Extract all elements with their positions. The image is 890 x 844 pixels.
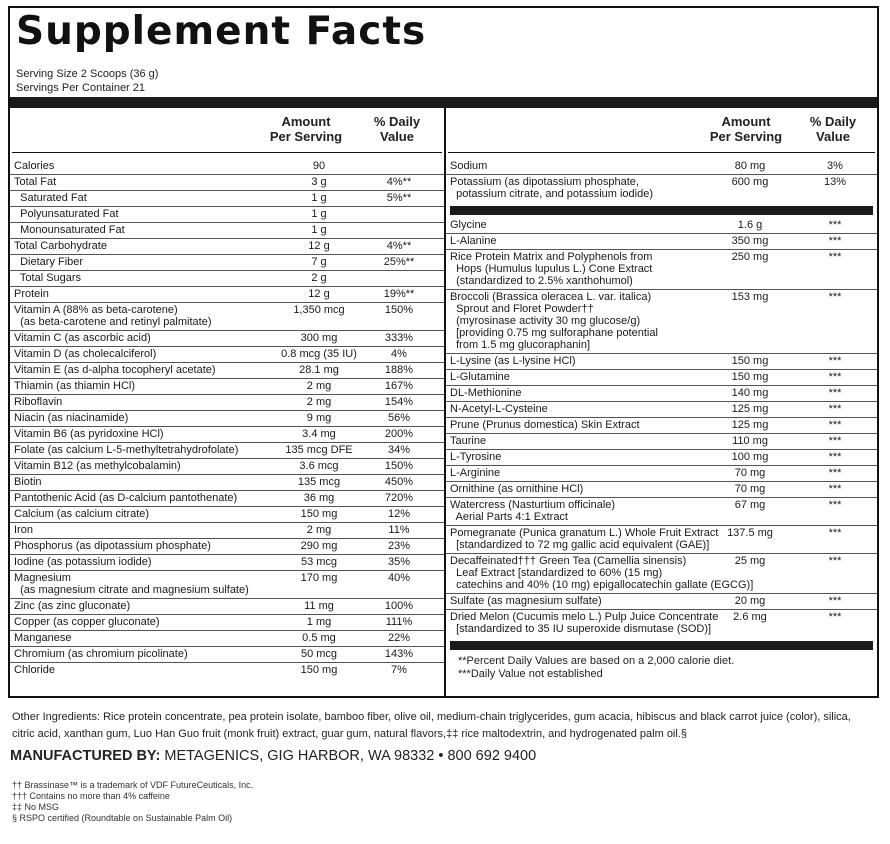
nutrient-name: Zinc (as zinc gluconate) — [14, 600, 131, 612]
header-rule-right — [448, 152, 875, 153]
nutrient-row — [14, 304, 440, 328]
nutrient-row — [450, 251, 873, 287]
nutrient-amount: 50 mcg — [300, 648, 338, 660]
other-ingredients: Other Ingredients: Rice protein concentrate, pea protein isolate, bamboo fiber, olive oil, medium-chain triglycerides, gum acacia, hibiscus and black carrot juice (color), silica, citric acid, xanthan gum, Luo Han Guo fruit (monk fruit) extract, guar gum, natural flavors,‡‡ rice maltodextrin, and hydrogenated palm oil.§ — [12, 711, 851, 740]
row-divider — [10, 206, 444, 207]
nutrient-amount: 3 g — [311, 176, 327, 188]
nutrient-row — [14, 412, 440, 424]
nutrient-amount: 290 mg — [300, 540, 338, 552]
nutrient-name: Saturated Fat — [14, 192, 87, 204]
nutrient-amount: 0.8 mcg (35 IU) — [281, 348, 357, 360]
nutrient-amount: 135 mcg — [297, 476, 341, 488]
nutrient-amount: 150 mg — [731, 371, 769, 383]
nutrient-name: Total Sugars — [14, 272, 82, 284]
row-divider — [446, 174, 877, 175]
nutrient-name: Watercress (Nasturtium officinale) Aerial Parts 4:1 Extract — [450, 499, 616, 523]
nutrient-name: Protein — [14, 288, 49, 300]
nutrient-row — [450, 435, 873, 447]
nutrient-row — [14, 396, 440, 408]
nutrient-row — [14, 380, 440, 392]
nutrient-row — [14, 444, 440, 456]
nutrient-row — [14, 476, 440, 488]
nutrient-row — [14, 192, 440, 204]
nutrient-daily-value: *** — [828, 555, 842, 567]
nutrient-name: Sulfate (as magnesium sulfate) — [450, 595, 602, 607]
nutrient-amount: 2 mg — [306, 524, 332, 536]
nutrient-name: Ornithine (as ornithine HCl) — [450, 483, 584, 495]
row-divider — [446, 433, 877, 434]
row-divider — [446, 369, 877, 370]
nutrient-name: Potassium (as dipotassium phosphate, potassium citrate, and potassium iodide) — [450, 176, 653, 200]
manufacturer-text: METAGENICS, GIG HARBOR, WA 98332 • 800 692 9400 — [160, 748, 537, 764]
supplement-facts-panel — [8, 6, 879, 698]
right-column — [446, 108, 877, 696]
row-divider — [10, 630, 444, 631]
nutrient-name: Magnesium (as magnesium citrate and magnesium sulfate) — [14, 572, 249, 596]
nutrient-daily-value: 25%** — [383, 256, 415, 268]
row-divider — [446, 401, 877, 402]
row-divider — [10, 506, 444, 507]
nutrient-daily-value: *** — [828, 611, 842, 623]
nutrient-name: N-Acetyl-L-Cysteine — [450, 403, 548, 415]
nutrient-name: Thiamin (as thiamin HCl) — [14, 380, 136, 392]
nutrient-row — [14, 240, 440, 252]
row-divider — [446, 593, 877, 594]
nutrient-amount: 36 mg — [303, 492, 335, 504]
nutrient-daily-value: *** — [828, 527, 842, 539]
nutrient-amount: 1.6 g — [737, 219, 763, 231]
nutrient-daily-value: 150% — [384, 304, 414, 316]
nutrient-name: Vitamin B6 (as pyridoxine HCl) — [14, 428, 164, 440]
nutrient-amount: 300 mg — [300, 332, 338, 344]
nutrient-daily-value: *** — [828, 595, 842, 607]
nutrient-row — [14, 256, 440, 268]
nutrient-daily-value: 450% — [384, 476, 414, 488]
nutrient-name: Phosphorus (as dipotassium phosphate) — [14, 540, 211, 552]
nutrient-name: Taurine — [450, 435, 487, 447]
nutrient-row — [14, 508, 440, 520]
nutrient-amount: 170 mg — [300, 572, 338, 584]
footnote: ††† Contains no more than 4% caffeine — [12, 791, 170, 801]
nutrient-row — [450, 160, 873, 172]
nutrient-daily-value: *** — [828, 219, 842, 231]
row-divider — [446, 553, 877, 554]
nutrient-daily-value: 40% — [387, 572, 411, 584]
nutrient-amount: 125 mg — [731, 403, 769, 415]
nutrient-name: Copper (as copper gluconate) — [14, 616, 160, 628]
nutrient-amount: 1 g — [311, 224, 327, 236]
nutrient-name: Pomegranate (Punica granatum L.) Whole Fruit Extract [standardized to 72 mg gallic acid equivalent (GAE)] — [450, 527, 719, 551]
nutrient-row — [450, 611, 873, 635]
nutrient-row — [450, 419, 873, 431]
nutrient-name: Vitamin B12 (as methylcobalamin) — [14, 460, 181, 472]
nutrient-name: Vitamin E (as d-alpha tocopheryl acetate) — [14, 364, 216, 376]
nutrient-row — [14, 556, 440, 568]
nutrient-amount: 2 mg — [306, 380, 332, 392]
nutrient-daily-value: 11% — [388, 524, 410, 536]
nutrient-amount: 2.6 mg — [733, 611, 767, 623]
nutrient-row — [450, 235, 873, 247]
serving-size: Serving Size 2 Scoops (36 g) — [16, 68, 159, 80]
nutrient-daily-value: 4%** — [386, 176, 412, 188]
nutrient-amount: 70 mg — [734, 467, 766, 479]
nutrient-daily-value: 200% — [384, 428, 414, 440]
nutrient-amount: 2 g — [311, 272, 327, 284]
nutrient-daily-value: 3% — [827, 160, 843, 172]
row-divider — [10, 614, 444, 615]
nutrient-row — [14, 272, 440, 284]
nutrient-row — [450, 291, 873, 351]
nutrient-daily-value: 154% — [384, 396, 414, 408]
nutrient-row — [450, 403, 873, 415]
nutrient-daily-value: 333% — [384, 332, 414, 344]
row-divider — [446, 289, 877, 290]
nutrient-daily-value: 23% — [387, 540, 411, 552]
row-divider — [10, 410, 444, 411]
nutrient-amount: 12 g — [308, 288, 330, 300]
nutrient-amount: 80 mg — [734, 160, 766, 172]
nutrient-daily-value: 111% — [385, 616, 413, 628]
nutrient-name: Vitamin A (88% as beta-carotene) (as beta-carotene and retinyl palmitate) — [14, 304, 212, 328]
nutrient-daily-value: 4% — [391, 348, 407, 360]
nutrient-row — [14, 176, 440, 188]
nutrient-amount: 11 mg — [304, 600, 334, 612]
nutrient-daily-value: 188% — [384, 364, 414, 376]
row-divider — [10, 538, 444, 539]
nutrient-amount: 1 g — [311, 208, 327, 220]
nutrient-row — [14, 460, 440, 472]
nutrient-amount: 1,350 mcg — [293, 304, 345, 316]
nutrient-name: Folate (as calcium L-5-methyltetrahydrofolate) — [14, 444, 239, 456]
nutrient-daily-value: *** — [828, 451, 842, 463]
nutrient-row — [450, 387, 873, 399]
nutrient-amount: 153 mg — [731, 291, 769, 303]
header-rule — [12, 152, 442, 153]
nutrient-amount: 53 mcg — [300, 556, 338, 568]
nutrient-amount: 135 mcg DFE — [285, 444, 353, 456]
nutrient-row — [450, 483, 873, 495]
nutrient-name: L-Lysine (as L-lysine HCl) — [450, 355, 576, 367]
nutrient-amount: 9 mg — [306, 412, 332, 424]
nutrient-amount: 3.4 mg — [302, 428, 336, 440]
nutrient-name: Total Fat — [14, 176, 57, 188]
nutrient-amount: 150 mg — [300, 508, 338, 520]
nutrient-name: Manganese — [14, 632, 72, 644]
row-divider — [10, 174, 444, 175]
nutrient-daily-value: 150% — [384, 460, 414, 472]
nutrient-name: Riboflavin — [14, 396, 63, 408]
nutrient-amount: 90 — [312, 160, 326, 172]
nutrient-daily-value: 7% — [391, 664, 407, 676]
nutrient-row — [14, 492, 440, 504]
nutrient-daily-value: 35% — [387, 556, 411, 568]
row-divider — [10, 378, 444, 379]
nutrient-daily-value: *** — [828, 435, 842, 447]
amount-header-right: Amount Per Serving — [709, 114, 783, 144]
nutrient-amount: 100 mg — [731, 451, 769, 463]
nutrient-daily-value: 5%** — [386, 192, 412, 204]
nutrient-name: Biotin — [14, 476, 42, 488]
nutrient-row — [14, 572, 440, 596]
thick-divider — [450, 206, 873, 215]
nutrient-daily-value: 4%** — [386, 240, 412, 252]
nutrient-name: Vitamin D (as cholecalciferol) — [14, 348, 157, 360]
nutrient-name: Decaffeinated††† Green Tea (Camellia sinensis) Leaf Extract [standardized to 60% (15 mg) catechins and 40% (10 mg) epigallocatechin gallate (EGCG)] — [450, 555, 754, 591]
nutrient-name: Dietary Fiber — [14, 256, 84, 268]
nutrient-name: Broccoli (Brassica oleracea L. var. italica) Sprout and Floret Powder†† (myrosinase activity 30 mg glucose/g) [providing 0.75 mg sulforaphane potential from 1.5 mg glucoraphanin] — [450, 291, 658, 351]
nutrient-name: DL-Methionine — [450, 387, 522, 399]
nutrient-name: Sodium — [450, 160, 488, 172]
row-divider — [10, 522, 444, 523]
nutrient-name: L-Arginine — [450, 467, 501, 479]
row-divider — [446, 385, 877, 386]
row-divider — [10, 270, 444, 271]
nutrient-row — [450, 467, 873, 479]
nutrient-name: Vitamin C (as ascorbic acid) — [14, 332, 151, 344]
nutrient-name: Total Carbohydrate — [14, 240, 107, 252]
nutrient-amount: 12 g — [308, 240, 330, 252]
nutrient-name: Polyunsaturated Fat — [14, 208, 119, 220]
nutrient-daily-value: 167% — [384, 380, 414, 392]
row-divider — [10, 302, 444, 303]
nutrient-daily-value: *** — [828, 235, 842, 247]
nutrient-amount: 1 mg — [306, 616, 332, 628]
nutrient-daily-value: *** — [828, 483, 842, 495]
nutrient-daily-value: 12% — [387, 508, 411, 520]
row-divider — [10, 598, 444, 599]
nutrient-amount: 600 mg — [731, 176, 769, 188]
nutrient-amount: 137.5 mg — [727, 527, 773, 539]
nutrient-row — [14, 332, 440, 344]
nutrient-row — [14, 428, 440, 440]
footnote: ‡‡ No MSG — [12, 802, 60, 812]
row-divider — [10, 346, 444, 347]
nutrient-row — [14, 600, 440, 612]
row-divider — [10, 442, 444, 443]
footnote: § RSPO certified (Roundtable on Sustainable Palm Oil) — [12, 813, 233, 823]
nutrient-name: Niacin (as niacinamide) — [14, 412, 129, 424]
row-divider — [10, 222, 444, 223]
nutrient-amount: 7 g — [311, 256, 327, 268]
nutrient-row — [14, 616, 440, 628]
nutrient-daily-value: 22% — [387, 632, 411, 644]
nutrient-row — [14, 160, 440, 172]
row-divider — [446, 481, 877, 482]
daily-value-footnote: **Percent Daily Values are based on a 2,000 calorie diet. — [458, 655, 735, 667]
nutrient-amount: 125 mg — [731, 419, 769, 431]
nutrient-row — [450, 499, 873, 523]
nutrient-name: L-Tyrosine — [450, 451, 502, 463]
row-divider — [10, 646, 444, 647]
nutrient-daily-value: *** — [828, 371, 842, 383]
row-divider — [10, 554, 444, 555]
nutrient-amount: 110 mg — [732, 435, 768, 447]
nutrient-name: Calcium (as calcium citrate) — [14, 508, 150, 520]
nutrient-row — [14, 208, 440, 220]
row-divider — [446, 233, 877, 234]
nutrient-daily-value: 34% — [387, 444, 411, 456]
nutrient-amount: 150 mg — [731, 355, 769, 367]
manufacturer-label: MANUFACTURED BY: — [10, 748, 161, 764]
nutrient-daily-value: 143% — [384, 648, 414, 660]
footnote: †† Brassinase™ is a trademark of VDF FutureCeuticals, Inc. — [12, 780, 254, 790]
row-divider — [446, 353, 877, 354]
nutrient-amount: 3.6 mcg — [299, 460, 339, 472]
nutrient-amount: 1 g — [311, 192, 327, 204]
nutrient-daily-value: 100% — [384, 600, 414, 612]
row-divider — [446, 449, 877, 450]
row-divider — [10, 474, 444, 475]
daily-value-header: % Daily Value — [373, 114, 421, 144]
nutrient-name: Pantothenic Acid (as D-calcium pantothenate) — [14, 492, 238, 504]
nutrient-name: Rice Protein Matrix and Polyphenols from Hops (Humulus lupulus L.) Cone Extract (standardized to 2.5% xanthohumol) — [450, 251, 653, 287]
nutrient-amount: 67 mg — [734, 499, 766, 511]
nutrient-name: L-Alanine — [450, 235, 497, 247]
nutrient-daily-value: *** — [828, 499, 842, 511]
nutrient-amount: 28.1 mg — [299, 364, 339, 376]
nutrient-amount: 70 mg — [734, 483, 766, 495]
row-divider — [10, 570, 444, 571]
thick-divider — [450, 641, 873, 650]
nutrient-daily-value: *** — [828, 467, 842, 479]
nutrient-row — [450, 219, 873, 231]
nutrient-amount: 140 mg — [731, 387, 769, 399]
nutrient-amount: 0.5 mg — [302, 632, 336, 644]
servings-per-container: Servings Per Container 21 — [16, 82, 146, 94]
nutrient-row — [450, 527, 873, 551]
nutrient-row — [14, 348, 440, 360]
row-divider — [10, 238, 444, 239]
nutrient-name: Iodine (as potassium iodide) — [14, 556, 152, 568]
nutrient-amount: 2 mg — [306, 396, 332, 408]
nutrient-row — [14, 540, 440, 552]
row-divider — [10, 458, 444, 459]
nutrient-row — [450, 371, 873, 383]
nutrient-row — [450, 595, 873, 607]
nutrient-amount: 150 mg — [300, 664, 338, 676]
nutrient-row — [14, 648, 440, 660]
nutrient-name: L-Glutamine — [450, 371, 510, 383]
thick-divider — [10, 97, 877, 108]
row-divider — [446, 497, 877, 498]
row-divider — [10, 426, 444, 427]
nutrient-row — [450, 555, 873, 591]
amount-header: Amount Per Serving — [269, 114, 343, 144]
row-divider — [10, 330, 444, 331]
nutrient-row — [450, 451, 873, 463]
manufacturer-line — [10, 748, 536, 764]
nutrient-amount: 350 mg — [731, 235, 769, 247]
nutrient-daily-value: 19%** — [383, 288, 415, 300]
row-divider — [446, 465, 877, 466]
nutrient-daily-value: *** — [828, 419, 842, 431]
nutrient-daily-value: *** — [828, 403, 842, 415]
nutrient-daily-value: *** — [828, 291, 842, 303]
row-divider — [10, 190, 444, 191]
nutrient-name: Calories — [14, 160, 55, 172]
nutrient-name: Chloride — [14, 664, 55, 676]
nutrient-row — [450, 176, 873, 200]
nutrient-amount: 25 mg — [734, 555, 766, 567]
row-divider — [10, 286, 444, 287]
left-column — [10, 108, 446, 696]
nutrient-amount: 250 mg — [731, 251, 769, 263]
nutrient-name: Iron — [14, 524, 33, 536]
nutrient-daily-value: 56% — [387, 412, 411, 424]
nutrient-row — [14, 632, 440, 644]
nutrient-daily-value: 720% — [384, 492, 414, 504]
nutrient-name: Dried Melon (Cucumis melo L.) Pulp Juice Concentrate [standardized to 35 IU superoxide dismutase (SOD)] — [450, 611, 719, 635]
row-divider — [10, 362, 444, 363]
row-divider — [446, 249, 877, 250]
nutrient-amount: 20 mg — [734, 595, 766, 607]
nutrient-row — [14, 524, 440, 536]
not-established-footnote: ***Daily Value not established — [458, 668, 603, 680]
row-divider — [446, 417, 877, 418]
nutrient-name: Monounsaturated Fat — [14, 224, 125, 236]
nutrient-name: Chromium (as chromium picolinate) — [14, 648, 188, 660]
nutrient-row — [450, 355, 873, 367]
nutrient-row — [14, 288, 440, 300]
nutrient-row — [14, 664, 440, 676]
nutrient-daily-value: 13% — [823, 176, 847, 188]
nutrient-name: Prune (Prunus domestica) Skin Extract — [450, 419, 640, 431]
nutrient-row — [14, 364, 440, 376]
nutrient-row — [14, 224, 440, 236]
row-divider — [10, 254, 444, 255]
row-divider — [10, 662, 444, 663]
nutrient-name: Glycine — [450, 219, 487, 231]
nutrient-daily-value: *** — [828, 355, 842, 367]
row-divider — [10, 490, 444, 491]
nutrient-daily-value: *** — [828, 387, 842, 399]
daily-value-header-right: % Daily Value — [809, 114, 857, 144]
panel-title: Supplement Facts — [16, 9, 427, 54]
row-divider — [446, 525, 877, 526]
row-divider — [10, 394, 444, 395]
nutrient-daily-value: *** — [828, 251, 842, 263]
row-divider — [446, 609, 877, 610]
